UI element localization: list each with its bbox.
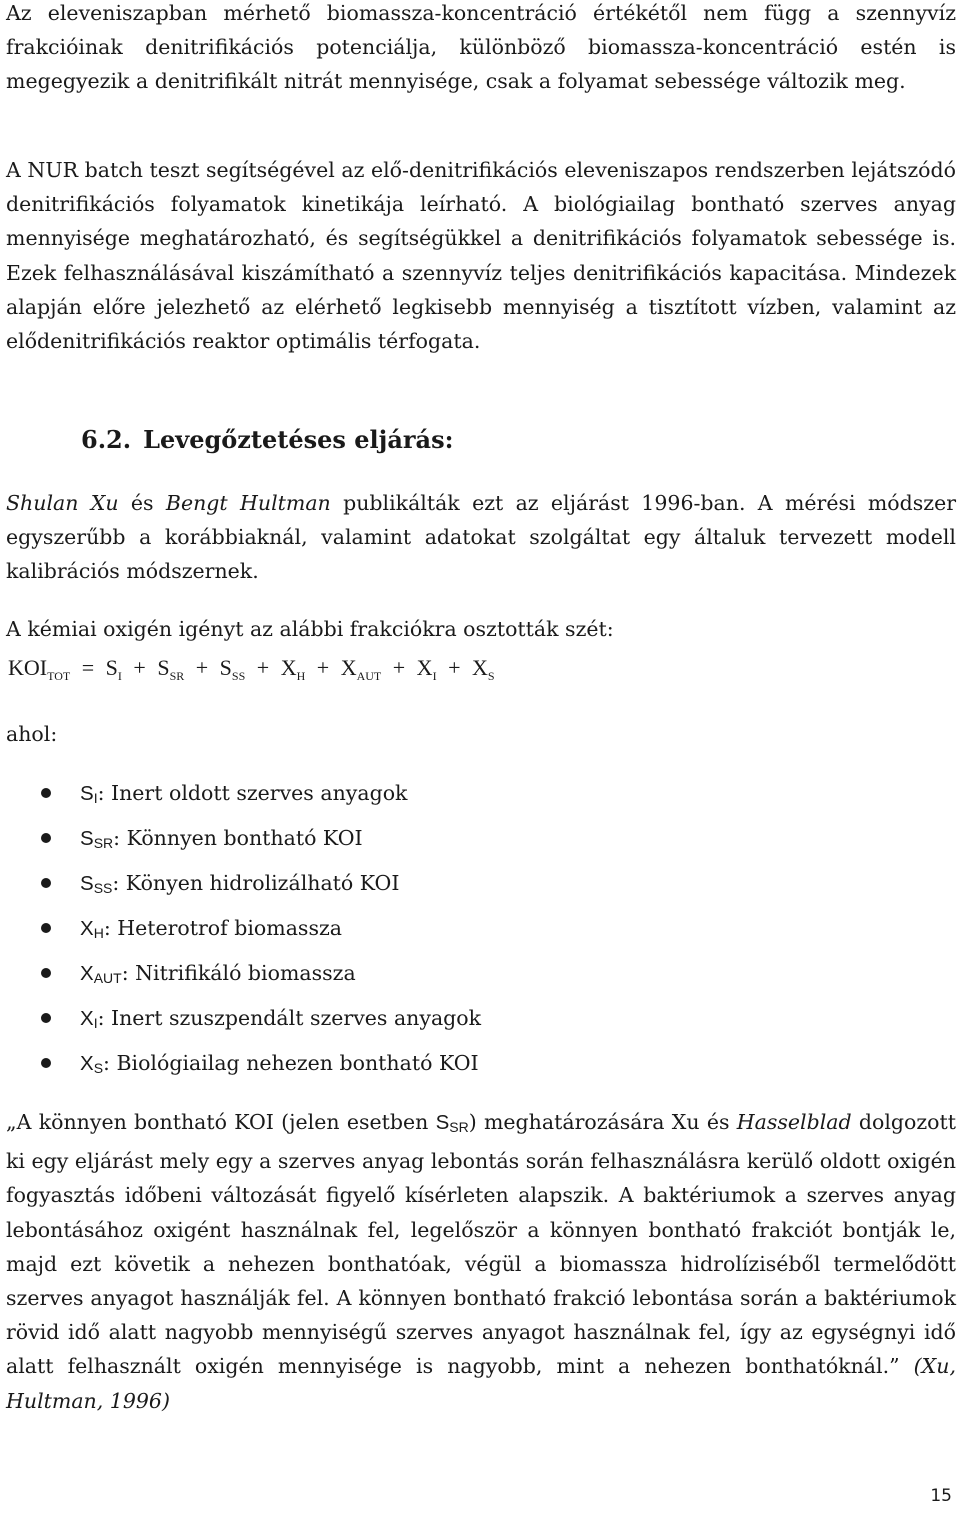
- symbol-letter: X: [80, 962, 94, 985]
- bullet-icon: [41, 878, 51, 888]
- bullet-icon: [41, 1058, 51, 1068]
- formula-term: S: [105, 655, 118, 680]
- koi-intro: A kémiai oxigén igényt az alábbi frakciókra osztották szét:: [6, 617, 614, 641]
- formula-term-sub: AUT: [356, 669, 382, 683]
- citation: (Xu, Hultman, 1996): [6, 1354, 956, 1413]
- formula-plus: +: [133, 655, 146, 680]
- quote-part: ) meghatározására Xu és: [468, 1110, 737, 1134]
- formula-term: S: [157, 655, 170, 680]
- quote-part: „A könnyen bontható KOI (jelen esetben: [6, 1110, 436, 1134]
- formula-lhs: KOI: [8, 655, 48, 680]
- list-item: [6, 911, 481, 956]
- formula-term: X: [280, 655, 297, 680]
- formula-equals: =: [81, 655, 95, 680]
- list-item: [6, 866, 481, 911]
- list-item: [6, 821, 481, 866]
- formula-term: X: [471, 655, 488, 680]
- quote-part: dolgozott ki egy eljárást mely egy a szerves anyag lebontás során felhasználásra kerülő oldott oxigén fogyasztás időbeni változását figyelő kísérleten alapszik. A baktériumok a szerves anyag lebontásához oxigént használnak fel, legelőször a könnyen bontható frakciót bontják le, majd ezt követik a nehezen bonthatóak, végül a biomassza hidrolíziséből termelődött szerves anyagot használják fel. A könnyen bontható frakció lebontása során a baktériumok rövid idő alatt nagyobb mennyiségű szerves anyagot használnak fel, így az egységnyi idő alatt felhasznált oxigén mennyisége is nagyobb, mint a nehezen bonthatóknál.”: [6, 1110, 957, 1379]
- shulan-rest: publikálták ezt az eljárást 1996-ban. A mérési módszer egyszerűbb a korábbiaknál, valamint adatokat szolgáltat egy általuk tervezett modell kalibrációs módszernek.: [6, 491, 957, 584]
- fraction-definitions-list: [6, 776, 481, 1091]
- formula-term-sub: S: [487, 669, 495, 683]
- formula-term-sub: I: [117, 669, 122, 683]
- section-title: Levegőztetéses eljárás:: [143, 425, 454, 454]
- symbol-sub: I: [93, 1015, 98, 1031]
- author-bengt-hultman: Bengt Hultman: [165, 491, 331, 515]
- formula-plus: +: [256, 655, 270, 680]
- koi-formula: [8, 651, 495, 693]
- definition-symbol: [80, 917, 104, 940]
- definition-text: : Könnyen bontható KOI: [113, 826, 363, 850]
- definition-symbol: [80, 1007, 98, 1030]
- shulan-paragraph: [6, 486, 956, 589]
- bullet-icon: [41, 788, 51, 798]
- bullet-icon: [41, 833, 51, 843]
- list-item: [6, 1001, 481, 1046]
- symbol-letter: X: [80, 917, 94, 940]
- symbol-sub: SR: [93, 835, 114, 851]
- definition-text: : Könyen hidrolizálható KOI: [112, 871, 400, 895]
- symbol-sub: SS: [93, 880, 113, 896]
- formula-term-sub: H: [296, 669, 306, 683]
- definition-symbol: [80, 827, 113, 850]
- formula-term: S: [219, 655, 232, 680]
- bullet-icon: [41, 968, 51, 978]
- conjunction: és: [118, 491, 166, 515]
- formula-term-sub: SS: [231, 669, 246, 683]
- ahol-label: ahol:: [6, 722, 58, 746]
- formula-plus: +: [195, 655, 209, 680]
- list-item: [6, 1046, 481, 1091]
- author-shulan-xu: Shulan Xu: [6, 491, 119, 515]
- symbol-letter: X: [80, 1052, 94, 1075]
- formula-term: X: [340, 655, 357, 680]
- list-item: [6, 956, 481, 1001]
- formula-term-sub: SR: [169, 669, 185, 683]
- nur-paragraph: A NUR batch teszt segítségével az elő-denitrifikációs eleveniszapos rendszerben lejátszódó denitrifikációs folyamatok kinetikája leírható. A biológiailag bontható szerves anyag mennyisége meghatározható, és segítségükkel a denitrifikációs folyamatok sebessége is. Ezek felhasználásával kiszámítható a szennyvíz teljes denitrifikációs kapacitása. Mindezek alapján előre jelezhető az elérhető legkisebb mennyiség a tisztított vízben, valamint az elődenitrifikációs reaktor optimális térfogata.: [6, 158, 956, 354]
- list-item: [6, 776, 481, 821]
- definition-symbol: [80, 962, 122, 985]
- quote-paragraph: [6, 1105, 956, 1418]
- section-number: 6.2.: [81, 425, 132, 454]
- page-number: 15: [930, 1486, 952, 1506]
- bullet-icon: [41, 923, 51, 933]
- bullet-icon: [41, 1013, 51, 1023]
- formula-lhs-sub: TOT: [47, 669, 71, 683]
- symbol-sub: H: [93, 925, 104, 941]
- definition-text: : Nitrifikáló biomassza: [121, 961, 356, 985]
- formula-term-sub: I: [432, 669, 437, 683]
- symbol-sub: AUT: [93, 970, 122, 986]
- definition-symbol: [80, 872, 112, 895]
- symbol-letter: S: [435, 1111, 450, 1134]
- definition-text: : Heterotrof biomassza: [103, 916, 342, 940]
- formula-plus: +: [316, 655, 330, 680]
- symbol-sub: S: [93, 1060, 104, 1076]
- definition-text: : Biológiailag nehezen bontható KOI: [103, 1051, 479, 1075]
- formula-plus: +: [448, 655, 461, 680]
- definition-text: : Inert oldott szerves anyagok: [97, 781, 408, 805]
- symbol-letter: S: [80, 782, 94, 805]
- definition-symbol: [80, 782, 98, 805]
- symbol-letter: X: [80, 1007, 94, 1030]
- symbol-letter: S: [80, 872, 94, 895]
- ssr-symbol: [436, 1111, 469, 1134]
- formula-plus: +: [392, 655, 406, 680]
- formula-term: X: [416, 655, 433, 680]
- definition-text: : Inert szuszpendált szerves anyagok: [97, 1006, 482, 1030]
- symbol-sub: I: [93, 790, 98, 806]
- section-heading: [81, 423, 453, 457]
- intro-paragraph: Az eleveniszapban mérhető biomassza-koncentráció értékétől nem függ a szennyvíz frakcióinak denitrifikációs potenciálja, különböző biomassza-koncentráció estén is megegyezik a denitrifikált nitrát mennyisége, csak a folyamat sebessége változik meg.: [6, 1, 956, 94]
- definition-symbol: [80, 1052, 103, 1075]
- author-hasselblad: Hasselblad: [736, 1110, 852, 1134]
- symbol-sub: SR: [449, 1119, 469, 1135]
- symbol-letter: S: [80, 827, 94, 850]
